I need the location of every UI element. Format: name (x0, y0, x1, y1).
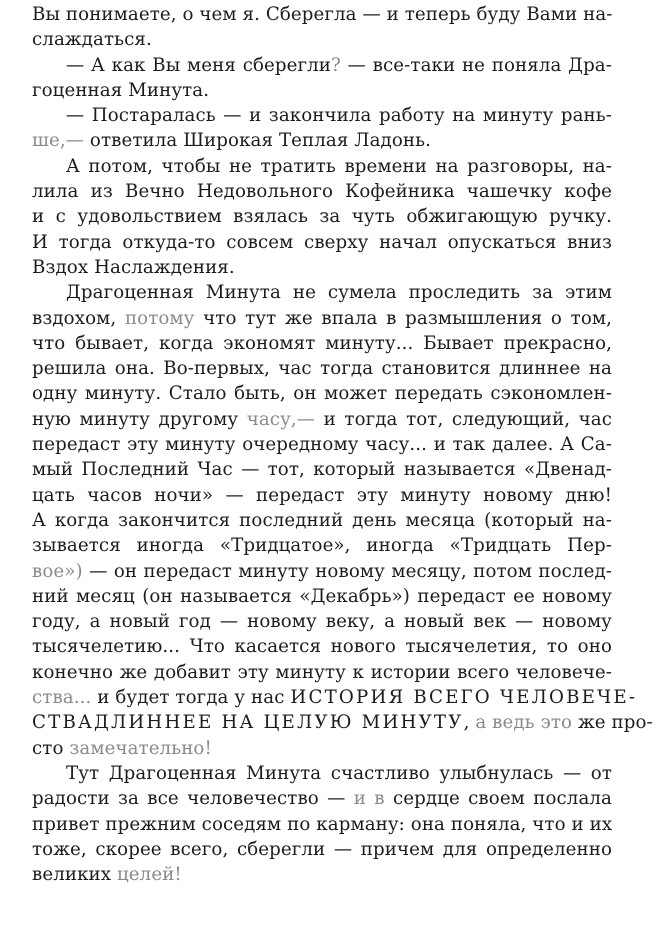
text-run: сердце своем послала (384, 788, 612, 810)
text-run: и тогда тот, следующий, час (315, 408, 613, 430)
text-line (32, 356, 612, 381)
text-line (32, 559, 612, 584)
text-run: же про- (572, 712, 653, 734)
text-run: сто (32, 737, 70, 759)
text-run: А когда закончится последний день месяца (который на- (32, 509, 612, 531)
text-line (32, 432, 612, 457)
text-line (32, 128, 612, 153)
faint-text: часу,— (246, 408, 316, 430)
text-run: Вы понимаете, о чем я. Сберегла — и теперь буду Вами на- (32, 4, 613, 25)
text-run: и с удовольствием взялась за чуть обжигающую ручку. (32, 206, 612, 228)
text-line (32, 533, 612, 558)
text-run: что бывает, когда экономят минуту... Бывает прекрасно, (32, 332, 612, 354)
faint-text: ства... (32, 687, 92, 709)
text-run: слаждаться. (32, 29, 152, 51)
text-line (32, 27, 612, 52)
text-run: цать часов ночи» — передаст эту минуту новому дню! (32, 484, 612, 506)
text-line (32, 78, 612, 103)
text-run: И тогда откуда-то совсем сверху начал опускаться вниз (32, 231, 612, 253)
text-run: А потом, чтобы не тратить времени на разговоры, на- (66, 155, 612, 177)
text-line (32, 306, 612, 331)
text-run: году, а новый год — новому веку, а новый век — новому (32, 611, 612, 633)
text-run: — все-таки не поняла Дра- (340, 54, 613, 76)
text-line (32, 483, 612, 508)
text-run: великих (32, 864, 118, 886)
text-run: решила она. Во-первых, час тогда становится длиннее на (32, 358, 612, 380)
text-run: зывается иногда «Тридцатое», иногда «Тридцать Пер- (32, 535, 612, 557)
text-line (32, 179, 612, 204)
text-run: мый Последний Час — тот, который называется «Двенад- (32, 459, 612, 481)
text-line (32, 837, 612, 862)
text-line (32, 103, 612, 128)
text-run: ответила Широкая Теплая Ладонь. (84, 130, 431, 152)
text-run: Вздох Наслаждения. (32, 256, 235, 278)
text-line (32, 710, 653, 735)
text-line (32, 660, 612, 685)
faint-text: ? (331, 54, 341, 76)
text-line (32, 457, 612, 482)
text-run: Драгоценная Минута не сумела проследить за этим (66, 282, 612, 304)
text-line (32, 407, 612, 432)
text-run: привет прежним соседям по карману: она поняла, что и их (32, 813, 613, 835)
text-line (32, 786, 612, 811)
faint-text: потому (124, 307, 195, 329)
text-run: гоценная Минута. (32, 79, 210, 101)
faint-text: целей! (117, 864, 182, 886)
text-line (32, 508, 612, 533)
text-line (32, 255, 612, 280)
text-line (32, 381, 612, 406)
text-line (32, 634, 612, 659)
text-line (32, 2, 612, 27)
faint-text: замечательно! (69, 737, 212, 759)
text-line (32, 812, 612, 837)
text-line (32, 331, 612, 356)
text-line (32, 230, 612, 255)
text-run: — А как Вы меня сберегли (66, 54, 332, 76)
text-run: ную минуту другому (32, 408, 247, 430)
faint-text: и в (353, 788, 385, 810)
text-run: тоже, скорее всего, сберегли — причем для определенно (32, 838, 612, 860)
text-line (32, 862, 612, 887)
text-run: и будет тогда у нас (91, 687, 291, 709)
text-line (32, 154, 612, 179)
text-run: конечно же добавит эту минуту к истории всего человече- (32, 661, 612, 683)
text-run: , (463, 712, 476, 734)
text-run: передаст эту минуту очередному часу... и так далее. А Са- (32, 434, 612, 456)
text-run: тысячелетию... Что касается нового тысячелетия, то оно (32, 636, 612, 658)
text-line (32, 280, 612, 305)
text-run: что тут же впала в размышления о том, (194, 307, 613, 329)
spaced-caps-text: СТВАДЛИННЕЕ НА ЦЕЛУЮ МИНУТУ (32, 712, 464, 734)
text-line (32, 761, 612, 786)
text-run: — он передаст минуту новому месяцу, потом послед- (82, 560, 612, 582)
faint-text: вое») (32, 560, 83, 582)
faint-text: а ведь это (475, 712, 573, 734)
text-line (32, 204, 612, 229)
text-line (32, 53, 612, 78)
text-line (32, 609, 612, 634)
text-run: радости за все человечество — (32, 788, 354, 810)
text-run: вздохом, (32, 307, 125, 329)
text-run: лила из Вечно Недовольного Кофейника чашечку кофе (32, 181, 612, 203)
text-line (32, 736, 612, 761)
text-run: одну минуту. Стало быть, он может передать сэкономлен- (32, 383, 612, 405)
text-line (32, 584, 612, 609)
text-run: Тут Драгоценная Минута счастливо улыбнулась — от (66, 762, 612, 784)
spaced-caps-text: ИСТОРИЯ ВСЕГО ЧЕЛОВЕЧЕ- (290, 687, 638, 709)
faint-text: ше,— (32, 130, 85, 152)
text-run: ний месяц (он называется «Декабрь») передаст ее новому (32, 585, 612, 607)
text-line (32, 685, 638, 710)
text-run: — Постаралась — и закончила работу на минуту рань- (66, 105, 612, 127)
